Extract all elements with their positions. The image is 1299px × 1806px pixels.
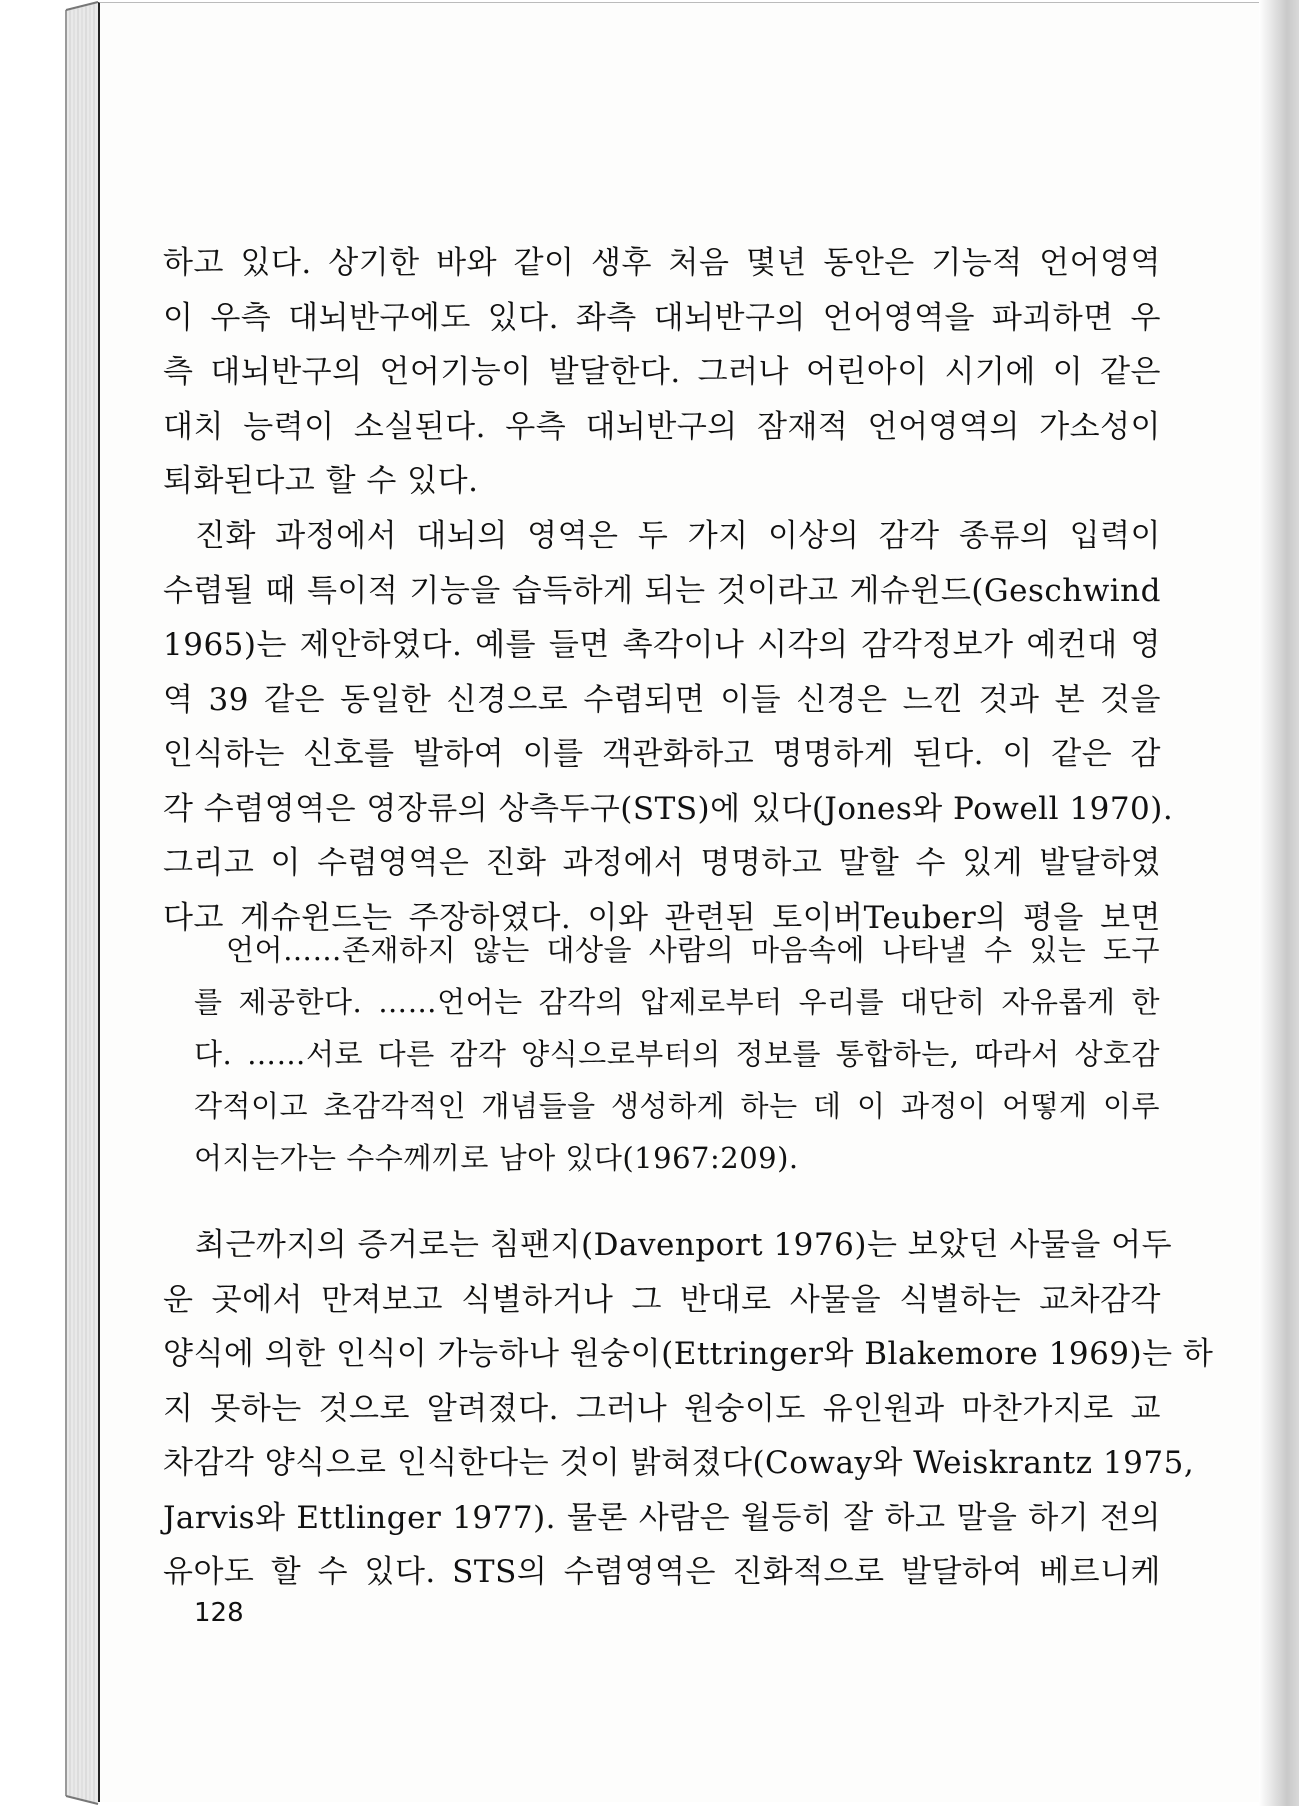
paragraph-3	[163, 1218, 1214, 1600]
text-line: 다. ……서로 다른 감각 양식으로부터의 정보를 통합하는, 따라서 상호감	[194, 1037, 1160, 1071]
block-quote	[194, 924, 1160, 1184]
text-line: 1965)는 제안하였다. 예를 들면 촉각이나 시각의 감각정보가 예컨대 영	[163, 627, 1161, 663]
text-line: 다고 게슈윈드는 주장하였다. 이와 관련된 토이버Teuber의 평을 보면	[163, 899, 1161, 936]
paragraph-1	[163, 236, 1161, 509]
text-line: 진화 과정에서 대뇌의 영역은 두 가지 이상의 감각 종류의 입력이	[195, 518, 1161, 554]
text-line: 언어……존재하지 않는 대상을 사람의 마음속에 나타낼 수 있는 도구	[226, 933, 1160, 967]
text-line: 차감각 양식으로 인식한다는 것이 밝혀졌다(Coway와 Weiskrantz 1975,	[163, 1445, 1195, 1481]
paragraph-2	[163, 509, 1174, 945]
paragraph-2-text	[163, 509, 1174, 945]
text-line: 각 수렴영역은 영장류의 상측두구(STS)에 있다(Jones와 Powell 1970).	[163, 790, 1174, 827]
page-shadow	[1259, 0, 1299, 1806]
text-line: 어지는가는 수수께끼로 남아 있다(1967:209).	[194, 1141, 799, 1175]
text-line: 지 못하는 것으로 알려졌다. 그러나 원숭이도 유인원과 마찬가지로 교	[163, 1390, 1161, 1427]
text-line: 각적이고 초감각적인 개념들을 생성하게 하는 데 이 과정이 어떻게 이루	[194, 1089, 1160, 1123]
text-line: 이 우측 대뇌반구에도 있다. 좌측 대뇌반구의 언어영역을 파괴하면 우	[163, 299, 1161, 336]
text-line: 그리고 이 수렴영역은 진화 과정에서 명명하고 말할 수 있게 발달하였	[163, 845, 1161, 881]
paragraph-3-text	[163, 1218, 1214, 1600]
text-line: 측 대뇌반구의 언어기능이 발달한다. 그러나 어린아이 시기에 이 같은	[163, 354, 1161, 390]
text-line: 유아도 할 수 있다. STS의 수렴영역은 진화적으로 발달하여 베르니케	[163, 1554, 1161, 1590]
block-quote-text	[194, 924, 1160, 1184]
text-line: Jarvis와 Ettlinger 1977). 물론 사람은 월등히 잘 하고 말을 하기 전의	[163, 1499, 1161, 1536]
text-line: 수렴될 때 특이적 기능을 습득하게 되는 것이라고 게슈윈드(Geschwind	[163, 572, 1161, 609]
text-line: 대치 능력이 소실된다. 우측 대뇌반구의 잠재적 언어영역의 가소성이	[163, 408, 1161, 445]
text-line: 최근까지의 증거로는 침팬지(Davenport 1976)는 보았던 사물을 어두	[195, 1227, 1173, 1263]
text-line: 역 39 같은 동일한 신경으로 수렴되면 이들 신경은 느낀 것과 본 것을	[163, 681, 1161, 718]
text-line: 양식에 의한 인식이 가능하나 원숭이(Ettringer와 Blakemore 1969)는 하	[163, 1336, 1214, 1372]
text-line: 운 곳에서 만져보고 식별하거나 그 반대로 사물을 식별하는 교차감각	[163, 1281, 1161, 1318]
text-line: 하고 있다. 상기한 바와 같이 생후 처음 몇년 동안은 기능적 언어영역	[163, 245, 1161, 281]
book-page-edges	[0, 0, 100, 1806]
text-line: 인식하는 신호를 발하여 이를 객관화하고 명명하게 된다. 이 같은 감	[163, 736, 1161, 772]
text-line: 를 제공한다. ……언어는 감각의 압제로부터 우리를 대단히 자유롭게 한	[194, 985, 1160, 1019]
paragraph-1-text	[163, 236, 1161, 509]
text-line: 퇴화된다고 할 수 있다.	[163, 463, 479, 499]
page-number: 128	[194, 1598, 244, 1628]
